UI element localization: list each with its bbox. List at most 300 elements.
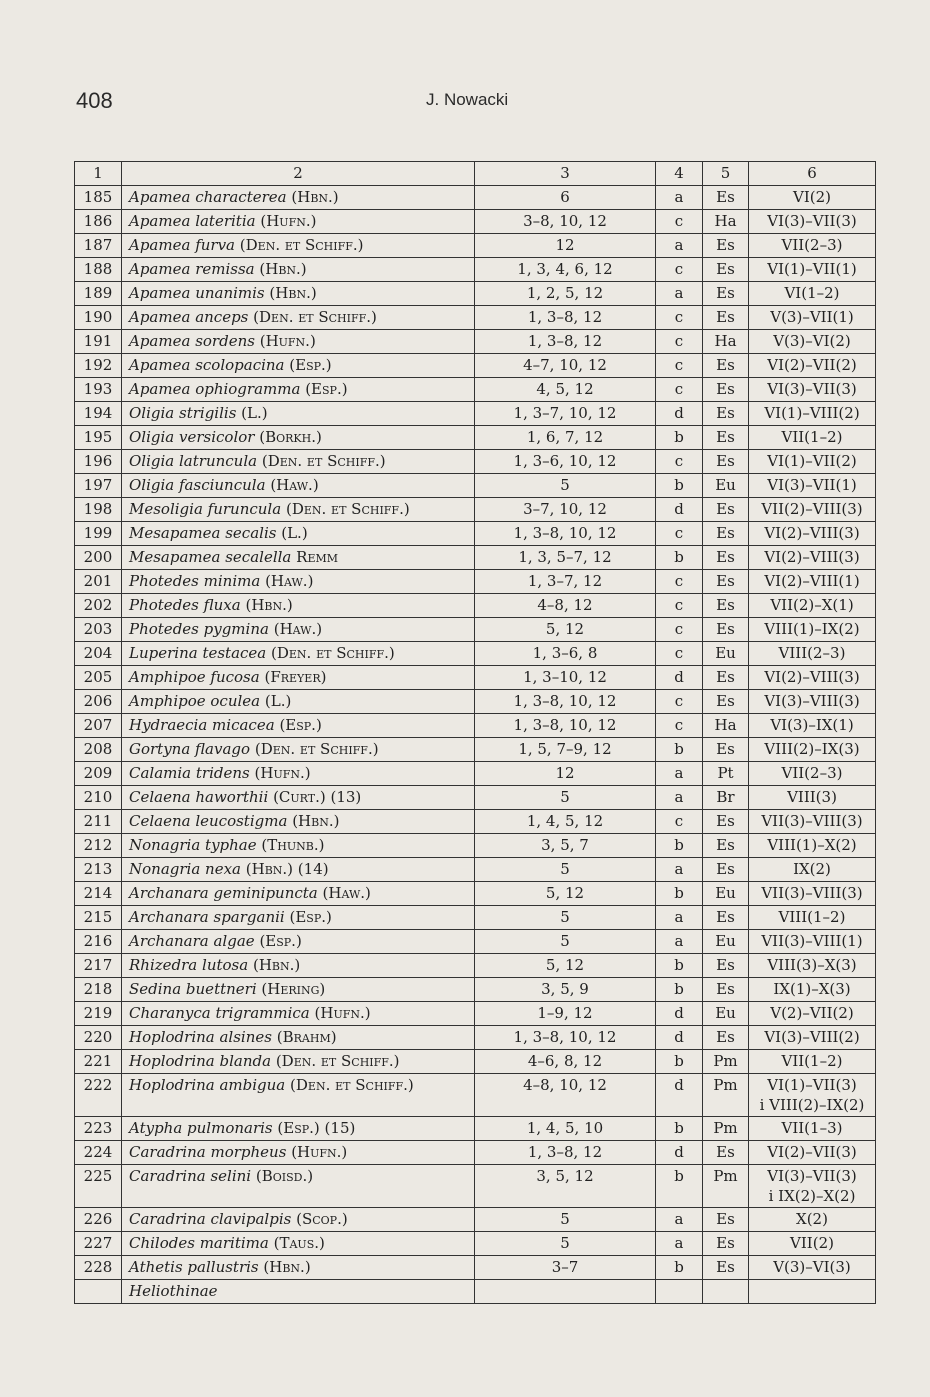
species-author: (Hufn.) — [254, 764, 311, 782]
zone-cell: Es — [703, 234, 749, 258]
species-name-cell — [122, 906, 475, 930]
months-cell: 1, 3–8, 10, 12 — [475, 522, 656, 546]
period-cell — [749, 426, 876, 450]
species-name-cell — [122, 786, 475, 810]
zone-cell: Eu — [703, 474, 749, 498]
period-cell — [749, 882, 876, 906]
type-cell: c — [656, 378, 703, 402]
zone-cell: Es — [703, 354, 749, 378]
species-author: (Hbn.) — [252, 956, 301, 974]
zone-cell: Es — [703, 426, 749, 450]
period-value: VI(3)–VII(3) — [767, 380, 857, 398]
zone-cell: Es — [703, 594, 749, 618]
period-cell — [749, 522, 876, 546]
type-cell: d — [656, 1026, 703, 1050]
table-row — [75, 186, 876, 210]
species-name: Apamea scolopacina — [129, 356, 285, 374]
species-name: Amphipoe oculea — [129, 692, 261, 710]
months-cell: 1, 3–8, 12 — [475, 330, 656, 354]
zone-cell: Eu — [703, 930, 749, 954]
period-value: VI(2)–VIII(1) — [764, 572, 860, 590]
species-author: (L.) — [264, 692, 292, 710]
months-cell: 1, 3, 5–7, 12 — [475, 546, 656, 570]
period-value: V(2)–VII(2) — [770, 1004, 854, 1022]
period-value: IX(2) — [793, 860, 831, 878]
months-cell: 5 — [475, 1208, 656, 1232]
zone-cell: Eu — [703, 1002, 749, 1026]
period-value: VIII(1–2) — [778, 908, 846, 926]
period-value: V(3)–VII(1) — [770, 308, 854, 326]
species-author: (Hbn.) — [263, 1258, 311, 1276]
species-name-cell — [122, 978, 475, 1002]
months-cell: 1, 3–8, 10, 12 — [475, 1026, 656, 1050]
months-cell: 5 — [475, 1232, 656, 1256]
row-number: 187 — [75, 234, 122, 258]
species-name-cell — [122, 594, 475, 618]
months-cell: 1, 3–6, 8 — [475, 642, 656, 666]
months-cell: 4, 5, 12 — [475, 378, 656, 402]
period-value: VI(1)–VII(3) — [767, 1076, 857, 1094]
table-row — [75, 1002, 876, 1026]
type-cell: b — [656, 474, 703, 498]
row-number: 196 — [75, 450, 122, 474]
row-number: 212 — [75, 834, 122, 858]
species-name: Photedes minima — [129, 572, 261, 590]
period-value: VII(1–2) — [781, 1052, 843, 1070]
zone-cell: Eu — [703, 642, 749, 666]
species-author: (Esp.) — [289, 908, 332, 926]
species-name-cell — [122, 402, 475, 426]
running-head: J. Nowacki — [426, 90, 509, 109]
period-value: VII(2)–VIII(3) — [761, 500, 863, 518]
species-name: Archanara sparganii — [129, 908, 285, 926]
species-author: (Thunb.) — [261, 836, 325, 854]
species-name: Athetis pallustris — [129, 1258, 259, 1276]
type-cell: a — [656, 762, 703, 786]
species-name: Apamea anceps — [129, 308, 249, 326]
period-value: VI(3)–VII(3) — [767, 212, 857, 230]
row-number: 211 — [75, 810, 122, 834]
section-title: Heliothinae — [122, 1280, 475, 1304]
period-cell — [749, 1141, 876, 1165]
table-row — [75, 786, 876, 810]
species-author: (Esp.) (15) — [277, 1119, 356, 1137]
species-author: (Hbn.) — [292, 812, 340, 830]
period-value: VII(1–2) — [781, 428, 843, 446]
months-cell: 1, 5, 7–9, 12 — [475, 738, 656, 762]
species-name: Charanyca trigrammica — [129, 1004, 310, 1022]
months-cell: 5, 12 — [475, 954, 656, 978]
table-row — [75, 234, 876, 258]
period-cell — [749, 1232, 876, 1256]
period-cell — [749, 810, 876, 834]
period-cell — [749, 210, 876, 234]
species-name-cell — [122, 954, 475, 978]
species-author: (Den. et Schiff.) — [275, 1052, 400, 1070]
months-cell: 1, 2, 5, 12 — [475, 282, 656, 306]
species-author: (Borkh.) — [259, 428, 322, 446]
period-value: VI(1–2) — [784, 284, 840, 302]
table-cell — [656, 1280, 703, 1304]
period-value: VII(2) — [790, 1234, 834, 1252]
months-cell: 1, 3, 4, 6, 12 — [475, 258, 656, 282]
species-author: (Esp.) — [259, 932, 302, 950]
period-value: VII(2–3) — [781, 236, 843, 254]
period-cell — [749, 1050, 876, 1074]
species-name-cell — [122, 642, 475, 666]
period-value-secondary: i IX(2)–X(2) — [768, 1187, 856, 1205]
species-name-cell — [122, 570, 475, 594]
months-cell: 4–8, 12 — [475, 594, 656, 618]
species-author: (L.) — [241, 404, 268, 422]
months-cell: 3–8, 10, 12 — [475, 210, 656, 234]
species-name-cell — [122, 1165, 475, 1208]
period-value: VII(1–3) — [781, 1119, 843, 1137]
table-row — [75, 474, 876, 498]
period-value: V(3)–VI(2) — [773, 332, 851, 350]
species-name-cell — [122, 450, 475, 474]
type-cell: c — [656, 522, 703, 546]
column-header: 1 — [75, 162, 122, 186]
table-cell — [75, 1280, 122, 1304]
type-cell: b — [656, 834, 703, 858]
period-cell — [749, 1208, 876, 1232]
period-cell — [749, 378, 876, 402]
type-cell: a — [656, 906, 703, 930]
row-number: 199 — [75, 522, 122, 546]
period-value: VI(1)–VIII(2) — [764, 404, 860, 422]
table-row — [75, 642, 876, 666]
table-row — [75, 738, 876, 762]
months-cell: 1, 3–8, 12 — [475, 306, 656, 330]
period-value: VI(1)–VII(1) — [767, 260, 857, 278]
zone-cell: Es — [703, 834, 749, 858]
period-value: VI(2)–VII(2) — [767, 356, 857, 374]
type-cell: d — [656, 1074, 703, 1117]
period-cell — [749, 570, 876, 594]
period-cell — [749, 306, 876, 330]
type-cell: c — [656, 330, 703, 354]
type-cell: a — [656, 858, 703, 882]
zone-cell: Es — [703, 666, 749, 690]
table-row — [75, 834, 876, 858]
type-cell: b — [656, 1050, 703, 1074]
zone-cell: Br — [703, 786, 749, 810]
zone-cell: Es — [703, 402, 749, 426]
column-header: 2 — [122, 162, 475, 186]
period-cell — [749, 402, 876, 426]
species-name-cell — [122, 1074, 475, 1117]
species-name: Hydraecia micacea — [129, 716, 275, 734]
period-cell — [749, 1002, 876, 1026]
species-name-cell — [122, 426, 475, 450]
species-name-cell — [122, 738, 475, 762]
table-row — [75, 594, 876, 618]
species-name-cell — [122, 1026, 475, 1050]
species-author: (Den. et Schiff.) — [261, 452, 386, 470]
species-name-cell — [122, 714, 475, 738]
table-row — [75, 906, 876, 930]
table-row — [75, 426, 876, 450]
row-number: 218 — [75, 978, 122, 1002]
type-cell: b — [656, 1256, 703, 1280]
type-cell: c — [656, 810, 703, 834]
months-cell: 4–7, 10, 12 — [475, 354, 656, 378]
table-row — [75, 690, 876, 714]
type-cell: b — [656, 1117, 703, 1141]
type-cell: b — [656, 738, 703, 762]
species-author: (Hbn.) — [269, 284, 317, 302]
row-number: 202 — [75, 594, 122, 618]
months-cell: 1, 3–8, 12 — [475, 1141, 656, 1165]
species-name: Celaena haworthii — [129, 788, 269, 806]
period-value: VII(2)–X(1) — [770, 596, 854, 614]
months-cell: 3, 5, 9 — [475, 978, 656, 1002]
zone-cell: Es — [703, 954, 749, 978]
period-cell — [749, 330, 876, 354]
species-name: Mesapamea secalella — [129, 548, 292, 566]
period-cell — [749, 1165, 876, 1208]
period-cell — [749, 786, 876, 810]
zone-cell: Es — [703, 810, 749, 834]
species-name: Calamia tridens — [129, 764, 250, 782]
period-value: VI(3)–VIII(3) — [764, 692, 860, 710]
type-cell: d — [656, 498, 703, 522]
row-number: 195 — [75, 426, 122, 450]
zone-cell: Es — [703, 450, 749, 474]
table-row — [75, 1050, 876, 1074]
row-number: 186 — [75, 210, 122, 234]
species-name-cell — [122, 1117, 475, 1141]
period-cell — [749, 906, 876, 930]
period-cell — [749, 594, 876, 618]
period-value: V(3)–VI(3) — [773, 1258, 851, 1276]
type-cell: c — [656, 210, 703, 234]
table-cell — [749, 1280, 876, 1304]
zone-cell: Ha — [703, 714, 749, 738]
months-cell: 5 — [475, 906, 656, 930]
species-name: Caradrina morpheus — [129, 1143, 287, 1161]
period-value: VII(3)–VIII(1) — [761, 932, 863, 950]
species-author: (Esp.) — [289, 356, 332, 374]
period-value: VI(3)–VIII(2) — [764, 1028, 860, 1046]
species-name-cell — [122, 930, 475, 954]
species-name: Photedes pygmina — [129, 620, 269, 638]
row-number: 219 — [75, 1002, 122, 1026]
type-cell: a — [656, 930, 703, 954]
species-author: (Freyer) — [264, 668, 327, 686]
species-author: (Taus.) — [273, 1234, 325, 1252]
months-cell: 4–6, 8, 12 — [475, 1050, 656, 1074]
period-cell — [749, 354, 876, 378]
period-value: VII(2–3) — [781, 764, 843, 782]
type-cell: c — [656, 450, 703, 474]
row-number: 217 — [75, 954, 122, 978]
row-number: 189 — [75, 282, 122, 306]
species-table — [74, 161, 876, 1304]
type-cell: a — [656, 186, 703, 210]
period-cell — [749, 1256, 876, 1280]
type-cell: b — [656, 954, 703, 978]
zone-cell: Es — [703, 1232, 749, 1256]
type-cell: c — [656, 354, 703, 378]
period-cell — [749, 666, 876, 690]
months-cell: 1, 4, 5, 12 — [475, 810, 656, 834]
period-cell — [749, 834, 876, 858]
species-author: (Den. et Schiff.) — [271, 644, 395, 662]
table-row — [75, 354, 876, 378]
period-value: VI(2)–VIII(3) — [764, 668, 860, 686]
species-name-cell — [122, 234, 475, 258]
species-name-cell — [122, 522, 475, 546]
months-cell: 5 — [475, 858, 656, 882]
species-author: (Esp.) — [305, 380, 348, 398]
months-cell: 1, 3–7, 10, 12 — [475, 402, 656, 426]
row-number: 224 — [75, 1141, 122, 1165]
months-cell: 4–8, 10, 12 — [475, 1074, 656, 1117]
species-name: Mesoligia furuncula — [129, 500, 282, 518]
row-number: 214 — [75, 882, 122, 906]
row-number: 204 — [75, 642, 122, 666]
table-row — [75, 978, 876, 1002]
species-name-cell — [122, 258, 475, 282]
zone-cell: Es — [703, 618, 749, 642]
zone-cell: Es — [703, 522, 749, 546]
zone-cell: Es — [703, 1208, 749, 1232]
type-cell: c — [656, 570, 703, 594]
months-cell: 1, 3–6, 10, 12 — [475, 450, 656, 474]
table-row — [75, 1165, 876, 1208]
species-name-cell — [122, 210, 475, 234]
type-cell: b — [656, 882, 703, 906]
type-cell: c — [656, 306, 703, 330]
period-value: VI(2) — [792, 188, 831, 206]
table-cell — [475, 1280, 656, 1304]
period-value: VI(3)–VII(3) — [767, 1167, 857, 1185]
zone-cell: Pt — [703, 762, 749, 786]
table-row — [75, 858, 876, 882]
species-author: (Den. et Schiff.) — [290, 1076, 414, 1094]
species-author: (Haw.) — [273, 620, 323, 638]
type-cell: b — [656, 546, 703, 570]
row-number: 222 — [75, 1074, 122, 1117]
species-author: (Haw.) — [265, 572, 314, 590]
species-name-cell — [122, 1141, 475, 1165]
period-cell — [749, 978, 876, 1002]
species-name-cell — [122, 306, 475, 330]
species-name-cell — [122, 498, 475, 522]
zone-cell: Es — [703, 1026, 749, 1050]
type-cell: d — [656, 402, 703, 426]
zone-cell: Eu — [703, 882, 749, 906]
row-number: 206 — [75, 690, 122, 714]
species-author: (Hbn.) — [245, 596, 293, 614]
row-number: 210 — [75, 786, 122, 810]
row-number: 223 — [75, 1117, 122, 1141]
table-row — [75, 498, 876, 522]
table-row — [75, 714, 876, 738]
table-row — [75, 546, 876, 570]
table-row — [75, 1074, 876, 1117]
zone-cell: Es — [703, 570, 749, 594]
period-cell — [749, 498, 876, 522]
species-name: Caradrina clavipalpis — [129, 1210, 292, 1228]
zone-cell: Es — [703, 858, 749, 882]
months-cell: 12 — [475, 762, 656, 786]
months-cell: 3–7, 10, 12 — [475, 498, 656, 522]
period-cell — [749, 954, 876, 978]
row-number: 188 — [75, 258, 122, 282]
species-name: Hoplodrina ambigua — [129, 1076, 286, 1094]
zone-cell: Es — [703, 546, 749, 570]
type-cell: d — [656, 666, 703, 690]
period-value: IX(1)–X(3) — [773, 980, 851, 998]
row-number: 205 — [75, 666, 122, 690]
species-name-cell — [122, 1050, 475, 1074]
row-number: 198 — [75, 498, 122, 522]
period-value: VI(3)–IX(1) — [770, 716, 854, 734]
months-cell: 1, 3–8, 10, 12 — [475, 714, 656, 738]
months-cell: 6 — [475, 186, 656, 210]
species-name-cell — [122, 690, 475, 714]
table-row — [75, 282, 876, 306]
period-cell — [749, 282, 876, 306]
table-row — [75, 1208, 876, 1232]
months-cell: 1, 4, 5, 10 — [475, 1117, 656, 1141]
species-name: Archanara algae — [129, 932, 255, 950]
table-row — [75, 618, 876, 642]
type-cell: a — [656, 1232, 703, 1256]
species-name: Oligia strigilis — [129, 404, 237, 422]
period-cell — [749, 762, 876, 786]
period-cell — [749, 546, 876, 570]
table-row — [75, 1256, 876, 1280]
species-author: (Hering) — [261, 980, 326, 998]
page-number: 408 — [76, 88, 113, 113]
table-row — [75, 258, 876, 282]
species-name-cell — [122, 1208, 475, 1232]
period-cell — [749, 642, 876, 666]
species-name: Oligia versicolor — [129, 428, 255, 446]
period-cell — [749, 258, 876, 282]
period-value: X(2) — [796, 1210, 828, 1228]
species-name: Luperina testacea — [129, 644, 267, 662]
species-author: (Den. et Schiff.) — [254, 740, 379, 758]
months-cell: 5, 12 — [475, 618, 656, 642]
species-name: Amphipoe fucosa — [129, 668, 260, 686]
species-name: Photedes fluxa — [129, 596, 241, 614]
row-number: 208 — [75, 738, 122, 762]
section-row — [75, 1280, 876, 1304]
column-header: 4 — [656, 162, 703, 186]
species-name-cell — [122, 1002, 475, 1026]
species-name-cell — [122, 834, 475, 858]
species-name: Chilodes maritima — [129, 1234, 269, 1252]
species-name-cell — [122, 546, 475, 570]
type-cell: c — [656, 690, 703, 714]
species-name-cell — [122, 354, 475, 378]
zone-cell: Es — [703, 1141, 749, 1165]
period-value: VIII(1)–X(2) — [767, 836, 857, 854]
species-name: Archanara geminipuncta — [129, 884, 318, 902]
zone-cell: Es — [703, 306, 749, 330]
row-number: 197 — [75, 474, 122, 498]
period-cell — [749, 618, 876, 642]
period-value: VII(3)–VIII(3) — [761, 884, 863, 902]
row-number: 227 — [75, 1232, 122, 1256]
period-value: VI(2)–VIII(3) — [764, 524, 860, 542]
table-row — [75, 810, 876, 834]
